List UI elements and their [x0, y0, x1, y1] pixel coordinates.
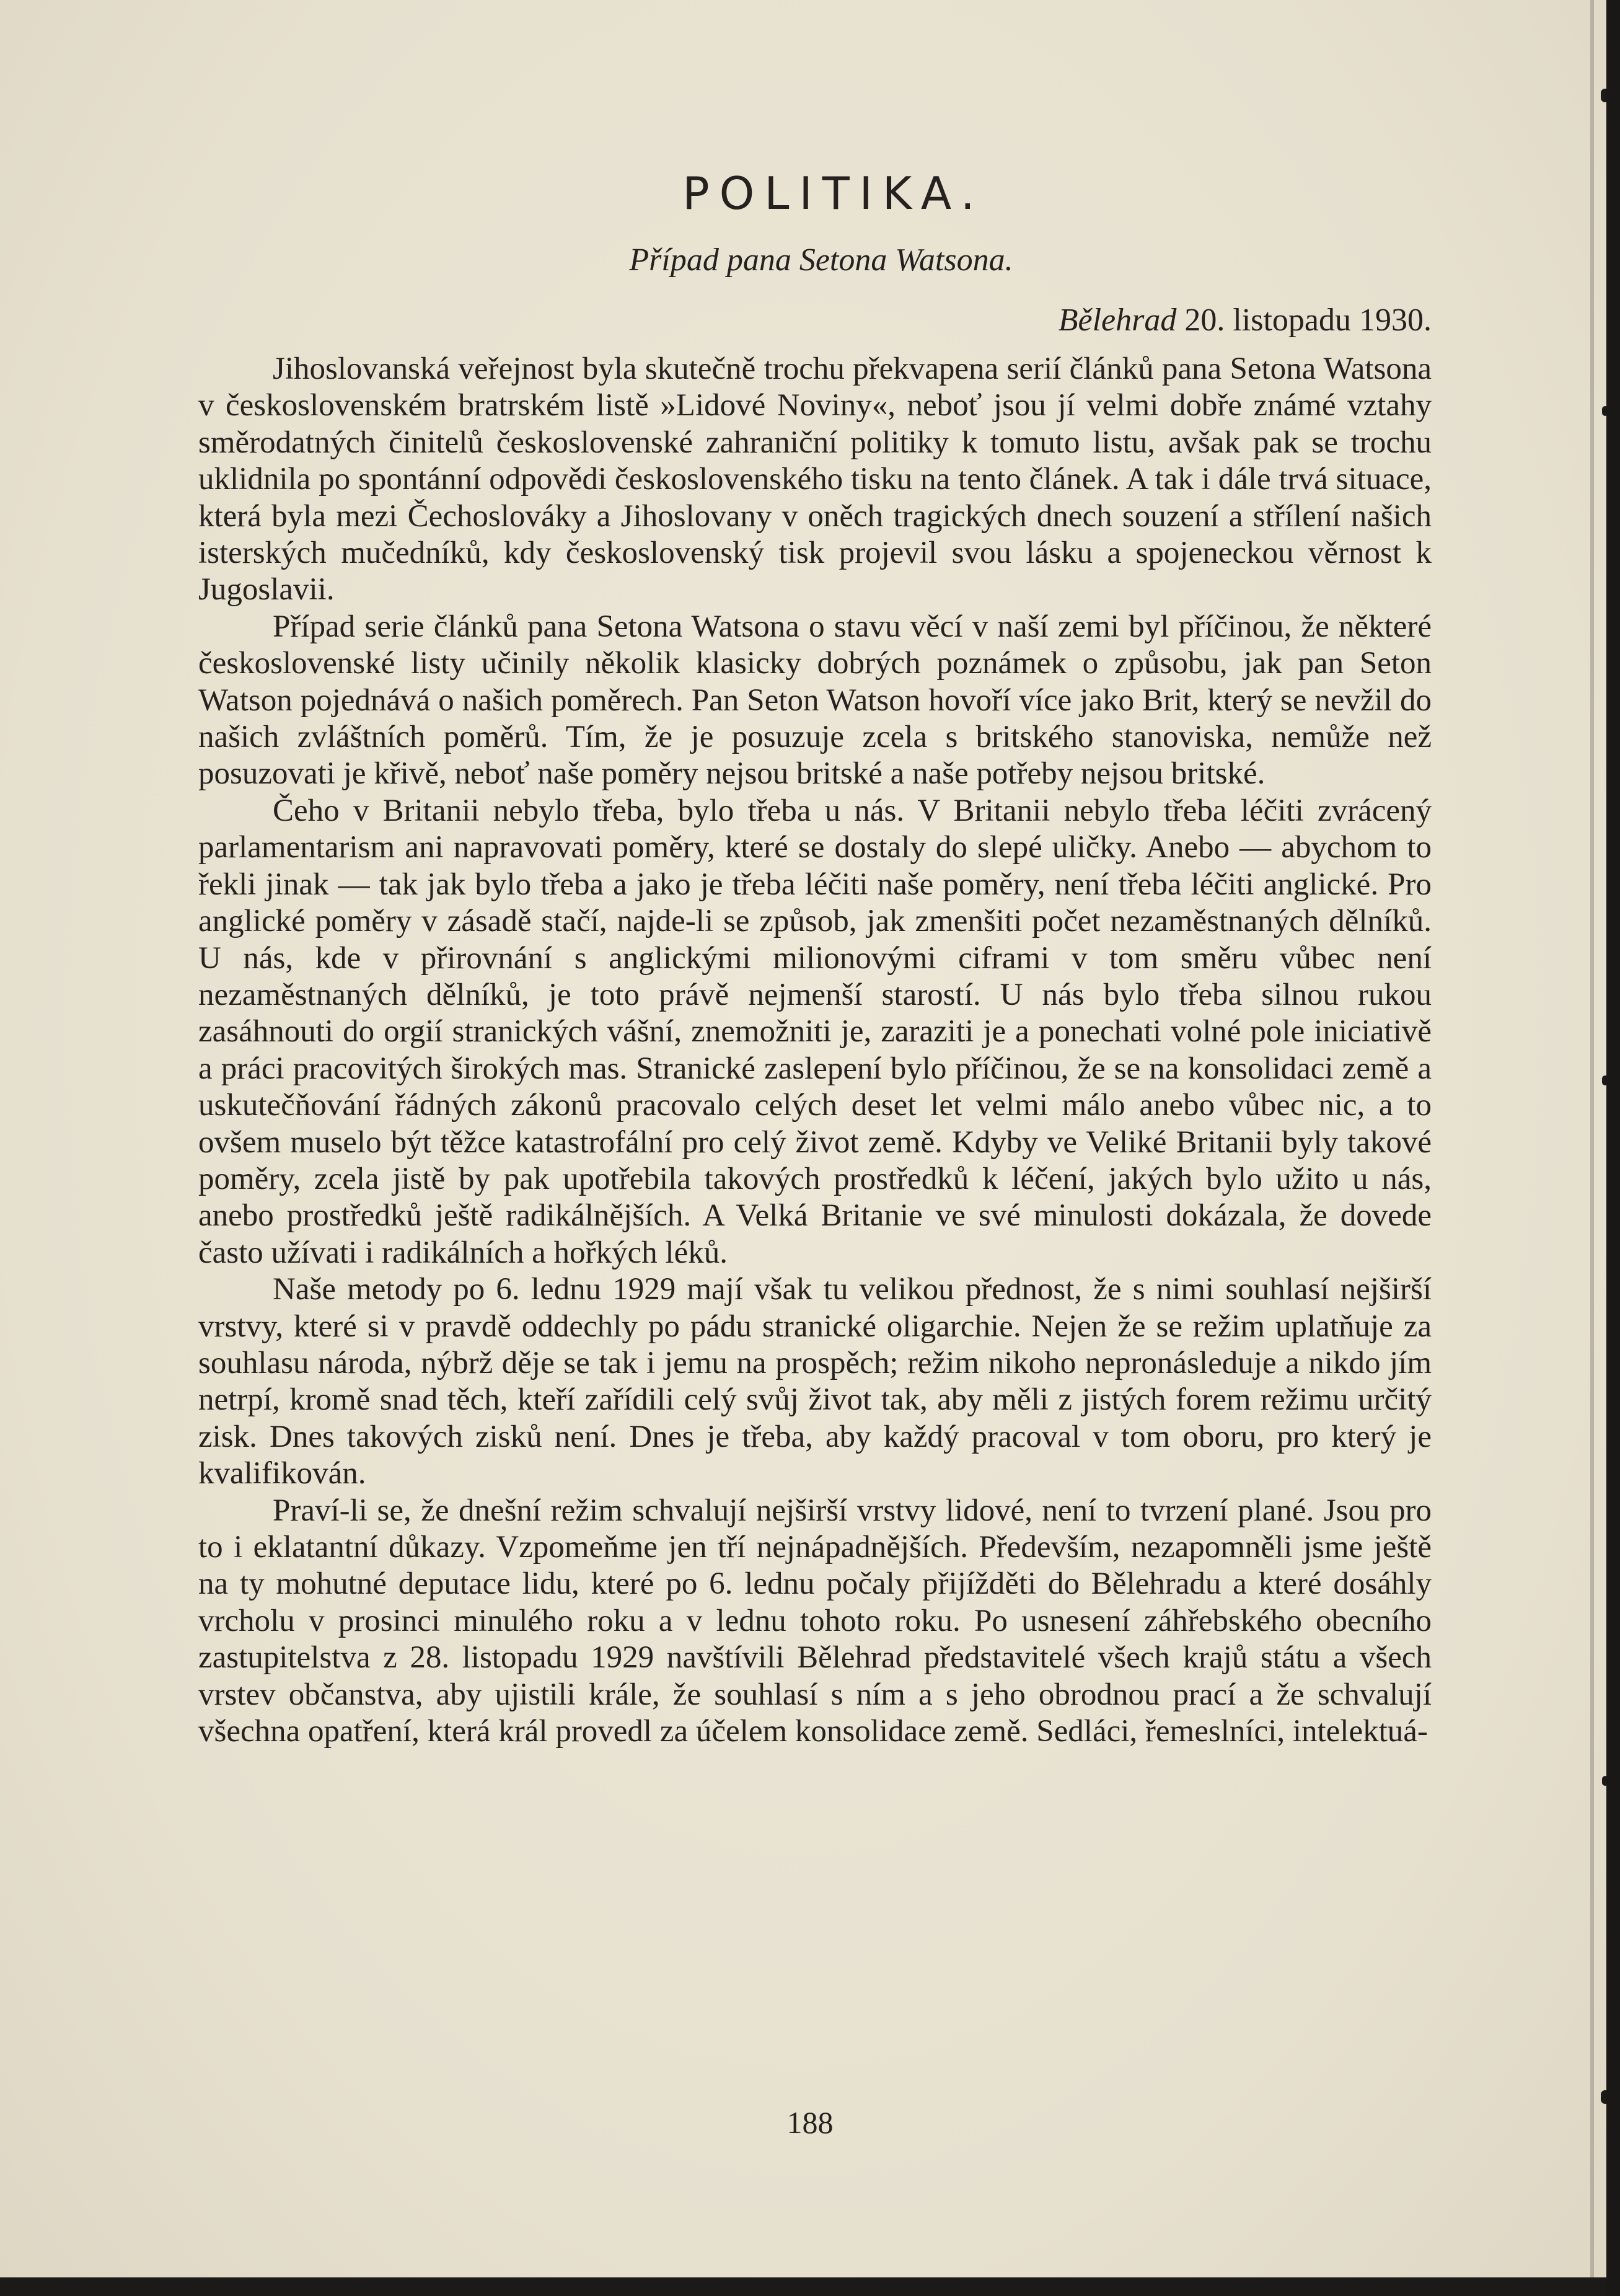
paragraph: Naše metody po 6. lednu 1929 mají však tu velikou přednost, že s nimi souhlasí nejširší vrstvy, které si v pravdě oddechly po pádu stranické oligarchie. Nejen že se režim uplatňuje za souhlasu národa, nýbrž děje se tak i jemu na prospěch; režim nikoho nepronásleduje a nikdo jím netrpí, kromě snad těch, kteří zařídili celý svůj život tak, aby měli z jistých forem režimu určitý zisk. Dnes takových zisků není. Dnes je třeba, aby každý pracoval v tom oboru, pro který je kvalifikován. [198, 1272, 1432, 1491]
paragraph: Čeho v Britanii nebylo třeba, bylo třeba u nás. V Britanii nebylo třeba léčiti zvrácený parlamentarism ani napravovati poměry, které se dostaly do slepé uličky. Anebo — abychom to řekli jinak — tak jak bylo třeba a jako je třeba léčiti naše poměry, není třeba léčiti anglické. Pro anglické poměry v zásadě stačí, najde-li se způsob, jak zmenšiti počet nezaměstnaných dělníků. U nás, kde v přirovnání s anglickými milionovými ciframi v tom směru vůbec není nezaměstnaných dělníků, je toto právě nejmenší starostí. U nás bylo třeba silnou rukou zasáhnouti do orgií stranických vášní, znemožniti je, zaraziti je a ponechati volné pole iniciativě a práci pracovitých širokých mas. Stranické zaslepení bylo příčinou, že se na konsolidaci země a uskutečňování řádných zákonů pracovalo celých deset let velmi málo anebo vůbec nic, a to ovšem muselo být těžce katastrofální pro celý život země. Kdyby ve Veliké Britanii byly takové poměry, zcela jistě by pak upotřebila takových prostředků k léčení, jakých bylo užito u nás, anebo prostředků ještě radikálnějších. A Velká Britanie ve své minulosti dokázala, že dovede často užívati i radikálních a hořkých léků. [198, 793, 1432, 1270]
page-number: 188 [786, 2105, 834, 2140]
paragraph: Praví-li se, že dnešní režim schvalují nejširší vrstvy lidové, není to tvrzení plané. Jsou pro to i eklatantní důkazy. Vzpomeňme jen tří nejnápadnějších. Především, nezapomněli jsme ještě na ty mohutné deputace lidu, které po 6. lednu počaly přijížděti do Bělehradu a které dosáhly vrcholu v prosinci minulého roku a v lednu tohoto roku. Po usnesení záhřebského obecního zastupitelstva z 28. listopadu 1929 navštívili Bělehrad představitelé všech krajů státu a všech vrstev občanstva, aby ujistili krále, že souhlasí s ním a s jeho obrodnou prací a že schvalují všechna opatření, která král provedl za účelem konsolidace země. Sedláci, řemeslníci, intelektuá- [198, 1493, 1432, 1749]
scan-border [1606, 0, 1620, 2296]
paragraph: Jihoslovanská veřejnost byla skutečně trochu překvapena serií článků pana Setona Watsona v československém bratrském listě »Lidové Noviny«, neboť jsou jí velmi dobře známé vztahy směrodatných činitelů československé zahraniční politiky k tomuto listu, avšak pak se trochu uklidnila po spontánní odpovědi československého tisku na tento článek. A tak i dále trvá situace, která byla mezi Čechoslováky a Jihoslovany v oněch tragických dnech souzení a střílení našich isterských mučedníků, kdy československý tisk projevil svou lásku a spojeneckou věrnost k Jugoslavii. [198, 351, 1432, 607]
paragraph: Případ serie článků pana Setona Watsona o stavu věcí v naší zemi byl příčinou, že některé československé listy učinily několik klasicky dobrých poznámek o způsobu, jak pan Seton Watson pojednává o našich poměrech. Pan Seton Watson hovoří více jako Brit, který se nevžil do našich zvláštních poměrů. Tím, že je posuzuje zcela s britského stanoviska, nemůže než posuzovati je křivě, neboť naše poměry nejsou britské a naše potřeby nejsou britské. [198, 609, 1432, 792]
dateline [198, 302, 1432, 338]
dateline-place: Bělehrad [1058, 302, 1177, 338]
page-edge-shadow [1590, 0, 1594, 2277]
article-title: Případ pana Setona Watsona. [629, 242, 1013, 278]
section-heading: POLITIKA. [682, 167, 985, 219]
article [198, 167, 1432, 1750]
dateline-date: 20. listopadu 1930. [1184, 302, 1432, 338]
